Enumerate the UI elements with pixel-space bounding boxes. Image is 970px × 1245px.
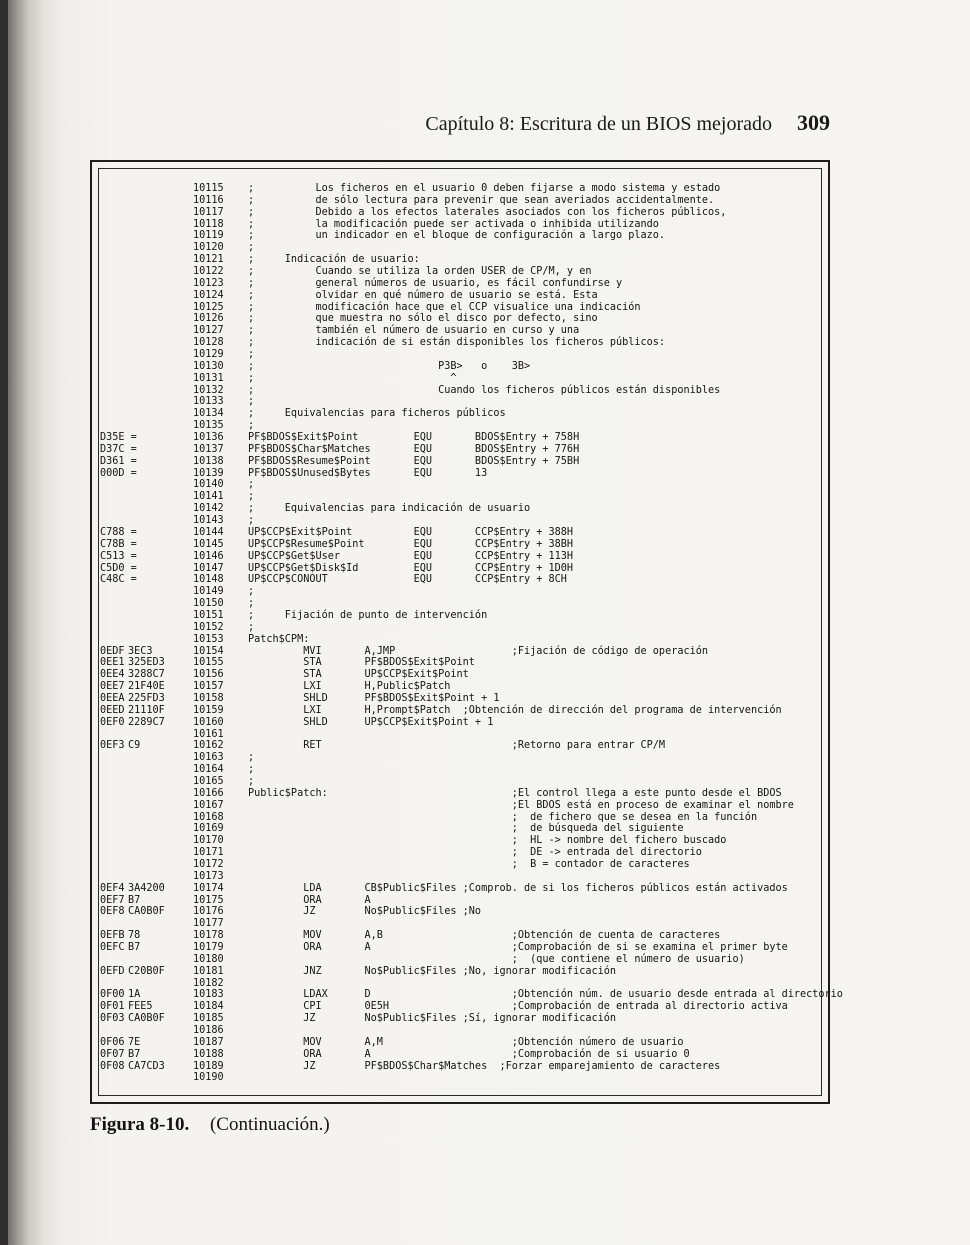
line-number: 10170 [193, 835, 224, 847]
source-text: ; [248, 242, 255, 254]
object-code: B7 [128, 942, 141, 953]
source-text: STA UP$CCP$Exit$Point [248, 669, 469, 681]
line-number: 10162 [193, 740, 224, 752]
listing-line [0, 183, 970, 195]
source-text: PF$BDOS$Unused$Bytes EQU 13 [248, 467, 488, 479]
line-number: 10164 [193, 764, 224, 776]
line-number: 10166 [193, 787, 224, 799]
source-text: ; [248, 515, 255, 527]
listing-line [0, 764, 970, 776]
source-text: ; olvidar en qué número de usuario se está. Esta [248, 289, 598, 301]
source-text: ORA A ;Comprobación de si se examina el primer byte [248, 942, 788, 953]
listing-line [0, 1001, 970, 1013]
listing-line [0, 788, 970, 800]
listing-line [0, 978, 970, 990]
address: C5D0 = [100, 562, 137, 574]
line-number: 10180 [193, 953, 224, 965]
line-number: 10137 [193, 443, 224, 455]
source-text: ; Cuando se utiliza la orden USER de CP/M, y en [248, 266, 592, 278]
address: 0EF4 [100, 882, 125, 894]
listing-line [0, 740, 970, 752]
source-text: ; [248, 491, 255, 503]
listing-line [0, 242, 970, 254]
address: 0F03 [100, 1013, 125, 1025]
line-number: 10186 [193, 1025, 224, 1037]
listing-line [0, 906, 970, 918]
source-text: ; general números de usuario, es fácil confundirse y [248, 277, 623, 289]
line-number: 10184 [193, 1001, 224, 1013]
object-code: B7 [128, 894, 141, 906]
line-number: 10144 [193, 526, 224, 538]
listing-line [0, 966, 970, 978]
object-code: 78 [128, 930, 141, 942]
source-text: UP$CCP$Resume$Point EQU CCP$Entry + 38BH [248, 538, 574, 550]
object-code: 7E [128, 1036, 141, 1048]
line-number: 10167 [193, 799, 224, 811]
listing-line [0, 503, 970, 515]
source-text: ; [248, 752, 255, 764]
object-code: 1A [128, 989, 141, 1001]
source-text: ; [248, 764, 255, 776]
line-number: 10159 [193, 704, 224, 716]
source-text: CPI 0E5H ;Comprobación de entrada al directorio activa [248, 1001, 788, 1013]
source-text: JNZ No$Public$Files ;No, ignorar modificación [248, 965, 617, 977]
listing-line [0, 776, 970, 788]
line-number: 10139 [193, 467, 224, 479]
listing-line [0, 563, 970, 575]
listing-line [0, 325, 970, 337]
source-text: ; [248, 598, 255, 610]
address: C78B = [100, 538, 137, 550]
address: 0EFD [100, 965, 125, 977]
source-text: MOV A,M ;Obtención número de usuario [248, 1036, 684, 1048]
address: 0EF8 [100, 906, 125, 918]
address: D35E = [100, 432, 137, 444]
line-number: 10122 [193, 266, 224, 278]
line-number: 10178 [193, 930, 224, 942]
listing-line [0, 859, 970, 871]
line-number: 10153 [193, 633, 224, 645]
address: 0F01 [100, 1001, 125, 1013]
line-number: 10165 [193, 775, 224, 787]
source-text: JZ No$Public$Files ;Sí, ignorar modificación [248, 1013, 617, 1025]
listing-line [0, 989, 970, 1001]
line-number: 10150 [193, 598, 224, 610]
listing-line [0, 1061, 970, 1073]
line-number: 10177 [193, 918, 224, 930]
source-text: ; que muestra no sólo el disco por defecto, sino [248, 313, 598, 325]
source-text: ; Indicación de usuario: [248, 254, 420, 266]
address: 0EFB [100, 930, 125, 942]
listing-line [0, 1049, 970, 1061]
chapter-title: Capítulo 8: Escritura de un BIOS mejorado [425, 113, 772, 135]
address: 0F00 [100, 989, 125, 1001]
line-number: 10133 [193, 396, 224, 408]
line-number: 10145 [193, 538, 224, 550]
listing-line [0, 385, 970, 397]
listing-line [0, 396, 970, 408]
listing-line [0, 847, 970, 859]
source-text: ; B = contador de caracteres [248, 858, 690, 870]
listing-line [0, 468, 970, 480]
line-number: 10120 [193, 242, 224, 254]
listing-line [0, 1025, 970, 1037]
address: 000D = [100, 467, 137, 479]
listing-line [0, 681, 970, 693]
source-text: ; [248, 586, 255, 598]
line-number: 10124 [193, 289, 224, 301]
source-text: SHLD PF$BDOS$Exit$Point + 1 [248, 692, 500, 704]
source-text: Public$Patch: ;El control llega a este punto desde el BDOS [248, 787, 782, 799]
listing-line [0, 1037, 970, 1049]
listing-line [0, 918, 970, 930]
listing-line [0, 693, 970, 705]
line-number: 10158 [193, 692, 224, 704]
source-text: LDA CB$Public$Files ;Comprob. de si los ficheros públicos están activados [248, 882, 788, 894]
source-text: ORA A ;Comprobación de si usuario 0 [248, 1048, 690, 1060]
line-number: 10160 [193, 716, 224, 728]
line-number: 10156 [193, 669, 224, 681]
line-number: 10125 [193, 301, 224, 313]
line-number: 10174 [193, 882, 224, 894]
line-number: 10128 [193, 337, 224, 349]
line-number: 10181 [193, 965, 224, 977]
listing-line [0, 361, 970, 373]
listing-line [0, 491, 970, 503]
source-text: ORA A [248, 894, 371, 906]
line-number: 10183 [193, 989, 224, 1001]
address: C48C = [100, 574, 137, 586]
address: 0EE4 [100, 669, 125, 681]
listing-line [0, 337, 970, 349]
line-number: 10173 [193, 870, 224, 882]
address: C788 = [100, 526, 137, 538]
address: D361 = [100, 455, 137, 467]
listing-line [0, 1072, 970, 1084]
line-number: 10176 [193, 906, 224, 918]
page-header [425, 110, 830, 136]
line-number: 10157 [193, 681, 224, 693]
source-text: ; de fichero que se desea en la función [248, 811, 758, 823]
line-number: 10148 [193, 574, 224, 586]
source-text: RET ;Retorno para entrar CP/M [248, 740, 666, 752]
line-number: 10142 [193, 503, 224, 515]
listing-line [0, 610, 970, 622]
listing-line [0, 539, 970, 551]
line-number: 10116 [193, 194, 224, 206]
line-number: 10155 [193, 657, 224, 669]
source-text: MVI A,JMP ;Fijación de código de operación [248, 645, 709, 657]
source-text: ; la modificación puede ser activada o inhibida utilizando [248, 218, 659, 230]
listing-line [0, 812, 970, 824]
source-text: ; DE -> entrada del directorio [248, 847, 702, 859]
listing-line [0, 207, 970, 219]
address: 0EF7 [100, 894, 125, 906]
source-text: PF$BDOS$Resume$Point EQU BDOS$Entry + 75BH [248, 455, 580, 467]
source-text: UP$CCP$Get$User EQU CCP$Entry + 113H [248, 550, 574, 562]
source-text: ;El BDOS está en proceso de examinar el nombre [248, 799, 794, 811]
object-code: B7 [128, 1048, 141, 1060]
source-text: ; ^ [248, 372, 457, 384]
source-text: JZ PF$BDOS$Char$Matches ;Forzar emparejamiento de caracteres [248, 1060, 721, 1072]
assembly-listing [0, 183, 970, 1084]
address: 0EDF [100, 645, 125, 657]
line-number: 10149 [193, 586, 224, 598]
listing-line [0, 717, 970, 729]
object-code: FEE5 [128, 1001, 153, 1013]
address: 0EFC [100, 942, 125, 953]
listing-line [0, 954, 970, 966]
line-number: 10115 [193, 183, 224, 194]
source-text: PF$BDOS$Exit$Point EQU BDOS$Entry + 758H [248, 432, 580, 444]
line-number: 10172 [193, 858, 224, 870]
line-number: 10141 [193, 491, 224, 503]
listing-line [0, 373, 970, 385]
line-number: 10161 [193, 728, 224, 740]
line-number: 10130 [193, 360, 224, 372]
listing-line [0, 800, 970, 812]
listing-line [0, 230, 970, 242]
listing-line [0, 444, 970, 456]
listing-line [0, 408, 970, 420]
line-number: 10169 [193, 823, 224, 835]
listing-line [0, 622, 970, 634]
line-number: 10127 [193, 325, 224, 337]
source-text: ; Debido a los efectos laterales asociados con los ficheros públicos, [248, 206, 727, 218]
source-text: MOV A,B ;Obtención de cuenta de caracteres [248, 930, 721, 942]
line-number: 10126 [193, 313, 224, 325]
listing-line [0, 420, 970, 432]
line-number: 10129 [193, 349, 224, 361]
line-number: 10143 [193, 515, 224, 527]
address: C513 = [100, 550, 137, 562]
line-number: 10152 [193, 621, 224, 633]
listing-line [0, 349, 970, 361]
source-text: LXI H,Prompt$Patch ;Obtención de dirección del programa de intervención [248, 704, 782, 716]
listing-line [0, 551, 970, 563]
listing-line [0, 646, 970, 658]
listing-line [0, 835, 970, 847]
line-number: 10117 [193, 206, 224, 218]
listing-line [0, 219, 970, 231]
listing-line [0, 574, 970, 586]
line-number: 10118 [193, 218, 224, 230]
listing-line [0, 302, 970, 314]
listing-line [0, 527, 970, 539]
line-number: 10188 [193, 1048, 224, 1060]
object-code: CA0B0F [128, 906, 165, 918]
listing-line [0, 479, 970, 491]
listing-line [0, 752, 970, 764]
source-text: ; Fijación de punto de intervención [248, 609, 488, 621]
line-number: 10185 [193, 1013, 224, 1025]
address: 0EE7 [100, 681, 125, 693]
line-number: 10146 [193, 550, 224, 562]
object-code: CA0B0F [128, 1013, 165, 1025]
line-number: 10123 [193, 277, 224, 289]
listing-line [0, 290, 970, 302]
address: 0EF0 [100, 716, 125, 728]
line-number: 10131 [193, 372, 224, 384]
listing-line [0, 586, 970, 598]
line-number: 10136 [193, 432, 224, 444]
source-text: LXI H,Public$Patch [248, 681, 451, 693]
listing-line [0, 823, 970, 835]
object-code: C20B0F [128, 965, 165, 977]
listing-line [0, 705, 970, 717]
address: 0F08 [100, 1060, 125, 1072]
source-text: ; Los ficheros en el usuario 0 deben fijarse a modo sistema y estado [248, 183, 721, 194]
line-number: 10132 [193, 384, 224, 396]
line-number: 10121 [193, 254, 224, 266]
listing-line [0, 254, 970, 266]
listing-line [0, 313, 970, 325]
source-text: ; Equivalencias para indicación de usuario [248, 503, 531, 515]
figure-caption [90, 1114, 330, 1136]
source-text: ; HL -> nombre del fichero buscado [248, 835, 727, 847]
source-text: ; de sólo lectura para prevenir que sean averiados accidentalmente. [248, 194, 715, 206]
line-number: 10175 [193, 894, 224, 906]
figure-caption-text: (Continuación.) [209, 1114, 330, 1135]
listing-line [0, 278, 970, 290]
object-code: 21F40E [128, 681, 165, 693]
object-code: 2289C7 [128, 716, 165, 728]
listing-line [0, 1013, 970, 1025]
source-text: ; indicación de si están disponibles los ficheros públicos: [248, 337, 666, 349]
line-number: 10140 [193, 479, 224, 491]
line-number: 10190 [193, 1072, 224, 1084]
source-text: ; [248, 479, 255, 491]
listing-line [0, 657, 970, 669]
object-code: C9 [128, 740, 141, 752]
source-text: STA PF$BDOS$Exit$Point [248, 657, 475, 669]
listing-line [0, 930, 970, 942]
line-number: 10168 [193, 811, 224, 823]
source-text: ; modificación hace que el CCP visualice una indicación [248, 301, 641, 313]
source-text: ; (que contiene el número de usuario) [248, 953, 745, 965]
listing-line [0, 598, 970, 610]
source-text: UP$CCP$CONOUT EQU CCP$Entry + 8CH [248, 574, 567, 586]
listing-line [0, 195, 970, 207]
source-text: ; de búsqueda del siguiente [248, 823, 684, 835]
listing-line [0, 266, 970, 278]
line-number: 10154 [193, 645, 224, 657]
line-number: 10182 [193, 977, 224, 989]
address: 0EEA [100, 692, 125, 704]
object-code: 225FD3 [128, 692, 165, 704]
object-code: CA7CD3 [128, 1060, 165, 1072]
line-number: 10171 [193, 847, 224, 859]
address: 0EE1 [100, 657, 125, 669]
line-number: 10189 [193, 1060, 224, 1072]
page-number: 309 [797, 110, 830, 135]
line-number: 10134 [193, 408, 224, 420]
line-number: 10187 [193, 1036, 224, 1048]
source-text: LDAX D ;Obtención núm. de usuario desde entrada al directorio [248, 989, 843, 1001]
address: D37C = [100, 443, 137, 455]
line-number: 10138 [193, 455, 224, 467]
source-text: ; [248, 775, 255, 787]
object-code: 325ED3 [128, 657, 165, 669]
source-text: JZ No$Public$Files ;No [248, 906, 482, 918]
source-text: ; también el número de usuario en curso y una [248, 325, 580, 337]
listing-line [0, 729, 970, 741]
source-text: ; [248, 349, 255, 361]
object-code: 3288C7 [128, 669, 165, 681]
address: 0F06 [100, 1036, 125, 1048]
line-number: 10151 [193, 609, 224, 621]
listing-line [0, 895, 970, 907]
source-text: ; [248, 621, 255, 633]
source-text: ; [248, 420, 255, 432]
listing-line [0, 456, 970, 468]
source-text: ; un indicador en el bloque de configuración a largo plazo. [248, 230, 666, 242]
source-text: ; Equivalencias para ficheros públicos [248, 408, 506, 420]
line-number: 10163 [193, 752, 224, 764]
source-text: UP$CCP$Exit$Point EQU CCP$Entry + 388H [248, 526, 574, 538]
source-text: ; Cuando los ficheros públicos están disponibles [248, 384, 721, 396]
source-text: UP$CCP$Get$Disk$Id EQU CCP$Entry + 1D0H [248, 562, 574, 574]
listing-line [0, 942, 970, 954]
source-text: SHLD UP$CCP$Exit$Point + 1 [248, 716, 494, 728]
address: 0EF3 [100, 740, 125, 752]
object-code: 3EC3 [128, 645, 153, 657]
source-text: ; [248, 396, 255, 408]
address: 0EED [100, 704, 125, 716]
listing-line [0, 432, 970, 444]
listing-line [0, 871, 970, 883]
line-number: 10119 [193, 230, 224, 242]
figure-label: Figura 8-10. [90, 1114, 190, 1135]
object-code: 21110F [128, 704, 165, 716]
line-number: 10147 [193, 562, 224, 574]
source-text: ; P3B> o 3B> [248, 360, 531, 372]
source-text: PF$BDOS$Char$Matches EQU BDOS$Entry + 776H [248, 443, 580, 455]
line-number: 10135 [193, 420, 224, 432]
listing-line [0, 515, 970, 527]
object-code: 3A4200 [128, 882, 165, 894]
address: 0F07 [100, 1048, 125, 1060]
listing-line [0, 883, 970, 895]
listing-line [0, 634, 970, 646]
listing-line [0, 669, 970, 681]
line-number: 10179 [193, 942, 224, 953]
source-text: Patch$CPM: [248, 633, 310, 645]
